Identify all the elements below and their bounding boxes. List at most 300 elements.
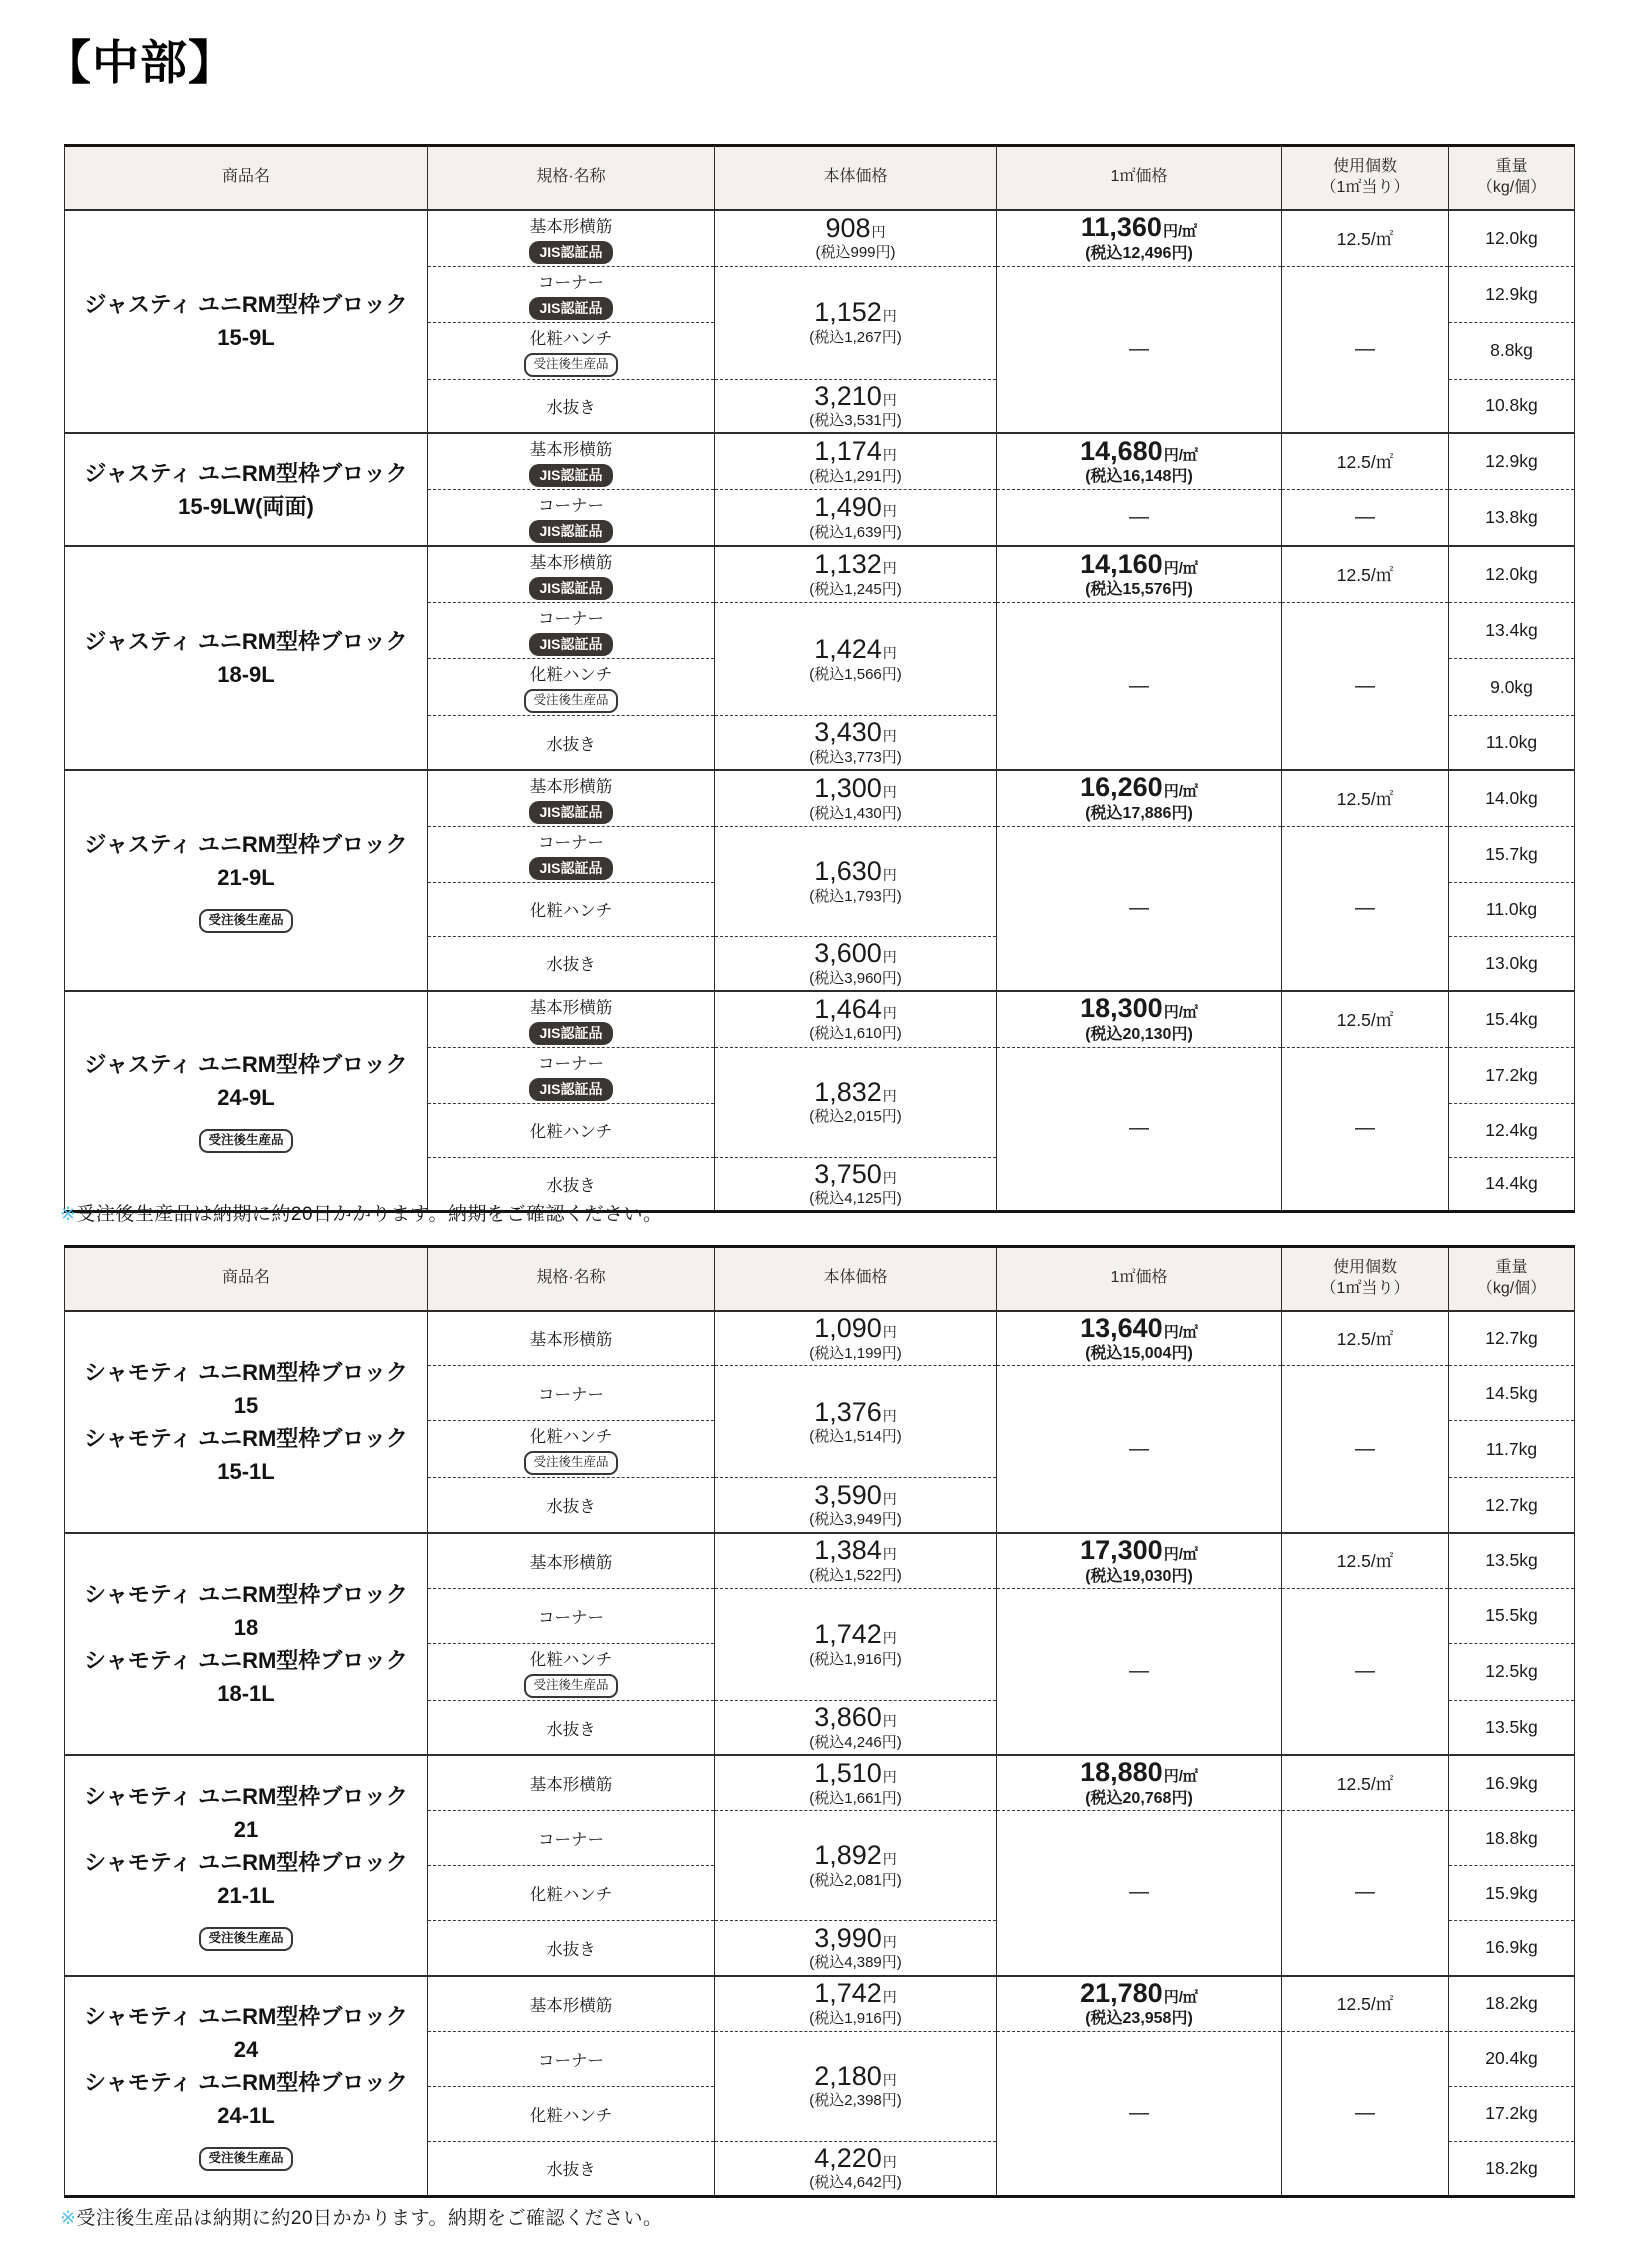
price-amount: 1,174 [814, 436, 882, 467]
spec-cell [428, 1533, 715, 1588]
jis-certified-badge: JIS認証品 [529, 1022, 612, 1045]
price-tax: (税込1,267円) [809, 328, 902, 346]
spec-name: 化粧ハンチ [529, 2106, 613, 2125]
empty-dash-cell: — [997, 603, 1282, 770]
sqm-price-cell [997, 770, 1282, 827]
spec-cell [428, 936, 715, 990]
weight-cell: 9.0kg [1449, 659, 1575, 716]
spec-cell [428, 1421, 715, 1478]
sqm-amount: 21,780 [1080, 1977, 1163, 2008]
spec-name: コーナー [538, 2051, 604, 2070]
price-amount: 3,430 [814, 717, 882, 748]
made-to-order-badge: 受注後生産品 [524, 1674, 617, 1698]
price-tax: (税込1,661円) [809, 1789, 902, 1807]
product-name-cell [65, 991, 428, 1212]
yen-per-sqm-unit: 円/㎡ [1163, 1545, 1198, 1563]
weight-cell: 13.0kg [1449, 936, 1575, 990]
price-tax: (税込3,773円) [809, 748, 902, 766]
base-price-cell [715, 1478, 997, 1533]
spec-name: コーナー [538, 1831, 604, 1850]
yen-unit: 円 [882, 391, 897, 408]
made-to-order-badge: 受注後生産品 [524, 1451, 617, 1475]
usage-count-cell: 12.5/㎡ [1282, 210, 1449, 267]
product-name-line: ジャスティ ユニRM型枠ブロック [84, 292, 408, 318]
product-model: 18-1L [217, 1681, 275, 1707]
spec-name: 化粧ハンチ [529, 902, 613, 921]
product-name-line: ジャスティ ユニRM型枠ブロック [84, 629, 408, 655]
col-header-base-price: 本体価格 [715, 146, 997, 210]
made-to-order-badge: 受注後生産品 [524, 353, 617, 377]
spec-cell [428, 770, 715, 827]
spec-name: 水抜き [546, 398, 596, 417]
base-price-cell [715, 2031, 997, 2141]
price-amount: 3,590 [814, 1479, 882, 1510]
spec-cell [428, 1921, 715, 1976]
spec-name: 化粧ハンチ [529, 1123, 613, 1142]
yen-per-sqm-unit: 円/㎡ [1162, 223, 1198, 241]
empty-dash-cell: — [997, 490, 1282, 547]
weight-cell: 12.9kg [1449, 433, 1575, 490]
footnote [60, 1199, 663, 1226]
product-name-line: シャモティ ユニRM型枠ブロック [84, 1783, 408, 1809]
jis-certified-badge: JIS認証品 [529, 241, 612, 264]
sqm-amount: 17,300 [1080, 1534, 1163, 1565]
price-tax: (税込1,430円) [809, 804, 902, 822]
yen-unit: 円 [882, 644, 897, 661]
empty-dash-cell: — [997, 1811, 1282, 1976]
yen-unit: 円 [882, 1989, 897, 2006]
spec-cell [428, 991, 715, 1048]
yen-unit: 円 [882, 1768, 897, 1785]
empty-dash-cell: — [1282, 603, 1449, 770]
spec-cell [428, 490, 715, 547]
price-table-2 [64, 1245, 1575, 2198]
product-badge-wrap [69, 2138, 423, 2171]
base-price-cell [715, 2141, 997, 2196]
yen-unit: 円 [882, 1546, 897, 1563]
yen-per-sqm-unit: 円/㎡ [1163, 1323, 1198, 1341]
sqm-tax: (税込15,576円) [1085, 581, 1193, 599]
price-amount: 1,384 [814, 1535, 882, 1566]
spec-cell [428, 433, 715, 490]
empty-dash-cell: — [997, 1366, 1282, 1533]
price-amount: 3,990 [814, 1922, 882, 1953]
product-model: 18-9L [217, 662, 275, 688]
yen-unit: 円 [882, 948, 897, 965]
base-price-cell [715, 603, 997, 716]
spec-name: 基本形横筋 [529, 441, 613, 460]
weight-cell: 16.9kg [1449, 1755, 1575, 1810]
price-tax: (税込1,916円) [809, 1650, 902, 1668]
spec-name: 水抜き [546, 1498, 596, 1517]
spec-name: 基本形横筋 [529, 998, 613, 1017]
table-row [65, 546, 1575, 603]
base-price-cell [715, 1811, 997, 1921]
col-header-product: 商品名 [65, 1247, 428, 1311]
spec-name: 基本形横筋 [529, 777, 613, 796]
product-model: 15-1L [217, 1458, 275, 1484]
price-amount: 3,750 [814, 1158, 882, 1189]
usage-count-cell: 12.5/㎡ [1282, 991, 1449, 1048]
product-name-cell [65, 1311, 428, 1533]
weight-cell: 12.9kg [1449, 266, 1575, 322]
weight-cell: 15.5kg [1449, 1588, 1575, 1643]
price-tax: (税込4,125円) [809, 1190, 902, 1208]
spec-name: 水抜き [546, 1940, 596, 1959]
spec-name: 基本形横筋 [529, 1331, 613, 1350]
spec-cell [428, 1047, 715, 1103]
usage-count-cell: 12.5/㎡ [1282, 1311, 1449, 1366]
footnote-asterisk: ※ [60, 2208, 77, 2229]
empty-dash-cell: — [1282, 1366, 1449, 1533]
spec-name: 化粧ハンチ [529, 666, 613, 685]
empty-dash-cell: — [1282, 490, 1449, 547]
usage-count-cell: 12.5/㎡ [1282, 770, 1449, 827]
jis-certified-badge: JIS認証品 [529, 801, 612, 824]
yen-unit: 円 [882, 1713, 897, 1730]
price-amount: 4,220 [814, 2142, 882, 2173]
spec-name: コーナー [538, 273, 604, 292]
base-price-cell [715, 210, 997, 267]
spec-cell [428, 210, 715, 267]
weight-cell: 11.0kg [1449, 716, 1575, 770]
sqm-price-cell [997, 433, 1282, 490]
price-amount: 1,490 [814, 492, 882, 523]
price-tax: (税込1,916円) [809, 2009, 902, 2027]
product-name-cell [65, 770, 428, 991]
usage-count-cell: 12.5/㎡ [1282, 546, 1449, 603]
spec-cell [428, 379, 715, 433]
col-header-weight [1449, 146, 1575, 210]
price-table-1-wrapper [64, 144, 1575, 1213]
price-tax: (税込1,610円) [809, 1025, 902, 1043]
spec-name: コーナー [538, 1054, 604, 1073]
product-badge-wrap [69, 1918, 423, 1951]
jis-certified-badge: JIS認証品 [529, 520, 612, 543]
product-name-line: ジャスティ ユニRM型枠ブロック [84, 831, 408, 857]
spec-name: 水抜き [546, 735, 596, 754]
product-model: 15-9L [217, 325, 275, 351]
sqm-tax: (税込19,030円) [1085, 1567, 1193, 1585]
product-model: 15 [233, 1392, 259, 1418]
yen-unit: 円 [882, 1407, 897, 1424]
footnote-text: 受注後生産品は納期に約20日かかります。納期をご確認ください。 [76, 2208, 663, 2229]
price-tax: (税込3,949円) [809, 1511, 902, 1529]
spec-cell [428, 2086, 715, 2141]
footnote-text: 受注後生産品は納期に約20日かかります。納期をご確認ください。 [76, 1204, 663, 1225]
sqm-amount: 16,260 [1080, 772, 1163, 803]
price-tax: (税込2,081円) [809, 1871, 902, 1889]
jis-certified-badge: JIS認証品 [529, 297, 612, 320]
empty-dash-cell: — [1282, 266, 1449, 433]
base-price-cell [715, 379, 997, 433]
sqm-price-cell [997, 546, 1282, 603]
empty-dash-cell: — [1282, 2031, 1449, 2196]
product-name-line: シャモティ ユニRM型枠ブロック [84, 1648, 408, 1674]
base-price-cell [715, 1311, 997, 1366]
weight-cell: 20.4kg [1449, 2031, 1575, 2086]
base-price-cell [715, 991, 997, 1048]
base-price-cell [715, 1366, 997, 1478]
weight-cell: 14.5kg [1449, 1366, 1575, 1421]
price-amount: 1,464 [814, 993, 882, 1024]
spec-cell [428, 1976, 715, 2031]
sqm-tax: (税込17,886円) [1085, 805, 1193, 823]
price-tax: (税込4,642円) [809, 2174, 902, 2192]
table-row [65, 770, 1575, 827]
spec-cell [428, 1866, 715, 1921]
spec-name: 化粧ハンチ [529, 329, 613, 348]
price-table-2-wrapper [64, 1245, 1575, 2198]
sqm-price-cell [997, 1533, 1282, 1588]
sqm-tax: (税込20,130円) [1085, 1025, 1193, 1043]
weight-cell: 14.4kg [1449, 1157, 1575, 1212]
spec-name: コーナー [538, 1608, 604, 1627]
spec-cell [428, 322, 715, 379]
price-tax: (税込1,793円) [809, 887, 902, 905]
price-amount: 3,600 [814, 937, 882, 968]
spec-cell [428, 1643, 715, 1700]
empty-dash-cell: — [1282, 1811, 1449, 1976]
col-header-spec: 規格·名称 [428, 1247, 715, 1311]
spec-cell [428, 266, 715, 322]
table-row [65, 433, 1575, 490]
spec-cell [428, 2031, 715, 2086]
spec-name: 基本形横筋 [529, 1553, 613, 1572]
sqm-amount: 11,360 [1080, 212, 1162, 243]
base-price-cell [715, 716, 997, 770]
spec-name: 水抜き [546, 1720, 596, 1739]
weight-cell: 12.7kg [1449, 1311, 1575, 1366]
weight-cell: 15.9kg [1449, 1866, 1575, 1921]
weight-cell: 18.2kg [1449, 2141, 1575, 2196]
price-tax: (税込4,246円) [809, 1733, 902, 1751]
weight-cell: 14.0kg [1449, 770, 1575, 827]
price-amount: 1,300 [814, 773, 882, 804]
price-amount: 1,090 [814, 1313, 882, 1344]
product-name-line: シャモティ ユニRM型枠ブロック [84, 1849, 408, 1875]
sqm-amount: 14,160 [1080, 548, 1163, 579]
yen-per-sqm-unit: 円/㎡ [1163, 446, 1198, 464]
table-row [65, 1976, 1575, 2031]
weight-cell: 15.7kg [1449, 826, 1575, 882]
price-amount: 3,210 [814, 380, 882, 411]
price-tax: (税込1,291円) [809, 468, 902, 486]
weight-cell: 18.2kg [1449, 1976, 1575, 2031]
spec-name: 水抜き [546, 956, 596, 975]
spec-cell [428, 659, 715, 716]
product-model: 21-9L [217, 864, 275, 890]
empty-dash-cell: — [1282, 826, 1449, 990]
jis-certified-badge: JIS認証品 [529, 857, 612, 880]
weight-cell: 18.8kg [1449, 1811, 1575, 1866]
header-row [65, 146, 1575, 210]
page-title: 【中部】 [44, 36, 236, 89]
weight-cell: 12.0kg [1449, 546, 1575, 603]
weight-cell: 15.4kg [1449, 991, 1575, 1048]
yen-unit: 円 [882, 560, 897, 577]
weight-cell: 13.4kg [1449, 603, 1575, 659]
price-amount: 1,424 [814, 633, 882, 664]
base-price-cell [715, 266, 997, 379]
sqm-price-cell [997, 1976, 1282, 2031]
price-amount: 1,892 [814, 1840, 882, 1871]
yen-per-sqm-unit: 円/㎡ [1163, 559, 1198, 577]
price-amount: 1,510 [814, 1757, 882, 1788]
spec-cell [428, 1478, 715, 1533]
spec-cell [428, 1811, 715, 1866]
base-price-cell [715, 770, 997, 827]
base-price-cell [715, 546, 997, 603]
spec-cell [428, 603, 715, 659]
yen-unit: 円 [882, 1169, 897, 1186]
price-tax: (税込2,015円) [809, 1108, 902, 1126]
weight-cell: 13.5kg [1449, 1533, 1575, 1588]
product-model: 21 [233, 1816, 259, 1842]
price-amount: 1,742 [814, 1618, 882, 1649]
yen-unit: 円 [882, 1629, 897, 1646]
yen-unit: 円 [882, 308, 897, 325]
table-row [65, 1533, 1575, 1588]
usage-header-line1: 使用個数 [1332, 1258, 1397, 1276]
sqm-price-cell [997, 1311, 1282, 1366]
product-model: 24-1L [217, 2103, 275, 2129]
empty-dash-cell: — [997, 266, 1282, 433]
weight-cell: 12.7kg [1449, 1478, 1575, 1533]
yen-unit: 円 [882, 1851, 897, 1868]
weight-cell: 17.2kg [1449, 1047, 1575, 1103]
yen-per-sqm-unit: 円/㎡ [1163, 783, 1198, 801]
table-row [65, 1755, 1575, 1810]
jis-certified-badge: JIS認証品 [529, 577, 612, 600]
made-to-order-badge: 受注後生産品 [199, 909, 292, 933]
product-badge-wrap [69, 1120, 423, 1153]
footnote-asterisk: ※ [60, 1204, 77, 1225]
spec-name: 基本形横筋 [529, 1996, 613, 2015]
product-name-line: シャモティ ユニRM型枠ブロック [84, 1359, 408, 1385]
sqm-price-cell [997, 991, 1282, 1048]
usage-count-cell: 12.5/㎡ [1282, 433, 1449, 490]
yen-unit: 円 [882, 867, 897, 884]
price-tax: (税込1,566円) [809, 665, 902, 683]
yen-per-sqm-unit: 円/㎡ [1163, 1768, 1198, 1786]
base-price-cell [715, 1588, 997, 1700]
spec-name: コーナー [538, 610, 604, 629]
yen-unit: 円 [882, 1004, 897, 1021]
base-price-cell [715, 1047, 997, 1157]
price-tax: (税込2,398円) [809, 2092, 902, 2110]
spec-cell [428, 1311, 715, 1366]
weight-cell: 11.7kg [1449, 1421, 1575, 1478]
product-name-line: シャモティ ユニRM型枠ブロック [84, 2070, 408, 2096]
weight-cell: 12.5kg [1449, 1643, 1575, 1700]
sqm-tax: (税込15,004円) [1085, 1345, 1193, 1363]
product-name-line: シャモティ ユニRM型枠ブロック [84, 1425, 408, 1451]
empty-dash-cell: — [1282, 1047, 1449, 1212]
spec-name: 化粧ハンチ [529, 1886, 613, 1905]
header-row [65, 1247, 1575, 1311]
spec-name: 水抜き [546, 1176, 596, 1195]
spec-cell [428, 546, 715, 603]
col-header-usage [1282, 1247, 1449, 1311]
weight-cell: 16.9kg [1449, 1921, 1575, 1976]
col-header-weight [1449, 1247, 1575, 1311]
base-price-cell [715, 1700, 997, 1755]
col-header-sqm-price: 1㎡価格 [997, 1247, 1282, 1311]
yen-unit: 円 [882, 784, 897, 801]
price-amount: 1,832 [814, 1076, 882, 1107]
sqm-amount: 18,300 [1080, 993, 1163, 1024]
yen-unit: 円 [882, 1087, 897, 1104]
made-to-order-badge: 受注後生産品 [199, 1129, 292, 1153]
spec-name: 基本形横筋 [529, 217, 613, 236]
yen-unit: 円 [871, 223, 886, 240]
base-price-cell [715, 1976, 997, 2031]
base-price-cell [715, 826, 997, 936]
price-amount: 908 [825, 212, 871, 243]
price-amount: 1,152 [814, 297, 882, 328]
price-amount: 1,742 [814, 1978, 882, 2009]
weight-cell: 11.0kg [1449, 882, 1575, 936]
spec-cell [428, 1700, 715, 1755]
empty-dash-cell: — [997, 1047, 1282, 1212]
weight-cell: 17.2kg [1449, 2086, 1575, 2141]
usage-header-line2: （1㎡当り） [1320, 1279, 1410, 1297]
weight-header-line2: （kg/個） [1476, 178, 1547, 196]
sqm-tax: (税込20,768円) [1085, 1789, 1193, 1807]
usage-count-cell: 12.5/㎡ [1282, 1976, 1449, 2031]
sqm-amount: 18,880 [1080, 1757, 1163, 1788]
col-header-base-price: 本体価格 [715, 1247, 997, 1311]
weight-header-line2: （kg/個） [1476, 1279, 1547, 1297]
spec-cell [428, 826, 715, 882]
usage-header-line1: 使用個数 [1332, 157, 1397, 175]
sqm-tax: (税込23,958円) [1085, 2010, 1193, 2028]
spec-cell [428, 2141, 715, 2196]
spec-cell [428, 1103, 715, 1157]
spec-name: 化粧ハンチ [529, 1650, 613, 1669]
usage-count-cell: 12.5/㎡ [1282, 1533, 1449, 1588]
weight-cell: 13.5kg [1449, 1700, 1575, 1755]
yen-per-sqm-unit: 円/㎡ [1163, 1004, 1198, 1022]
sqm-price-cell [997, 210, 1282, 267]
spec-name: 化粧ハンチ [529, 1428, 613, 1447]
usage-count-cell: 12.5/㎡ [1282, 1755, 1449, 1810]
sqm-amount: 13,640 [1080, 1312, 1163, 1343]
jis-certified-badge: JIS認証品 [529, 633, 612, 656]
price-amount: 1,376 [814, 1396, 882, 1427]
spec-cell [428, 716, 715, 770]
yen-unit: 円 [882, 2071, 897, 2088]
weight-cell: 12.0kg [1449, 210, 1575, 267]
yen-per-sqm-unit: 円/㎡ [1163, 1988, 1198, 2006]
made-to-order-badge: 受注後生産品 [524, 689, 617, 713]
product-name-cell [65, 433, 428, 546]
product-badge-wrap [69, 900, 423, 933]
price-tax: (税込1,245円) [809, 581, 902, 599]
base-price-cell [715, 936, 997, 990]
price-tax: (税込1,522円) [809, 1567, 902, 1585]
product-model: 24 [233, 2037, 259, 2063]
weight-header-line1: 重量 [1495, 1258, 1528, 1276]
yen-unit: 円 [882, 1324, 897, 1341]
yen-unit: 円 [882, 728, 897, 745]
price-amount: 3,860 [814, 1702, 882, 1733]
weight-cell: 8.8kg [1449, 322, 1575, 379]
weight-cell: 12.4kg [1449, 1103, 1575, 1157]
sqm-tax: (税込16,148円) [1085, 468, 1193, 486]
jis-certified-badge: JIS認証品 [529, 1078, 612, 1101]
